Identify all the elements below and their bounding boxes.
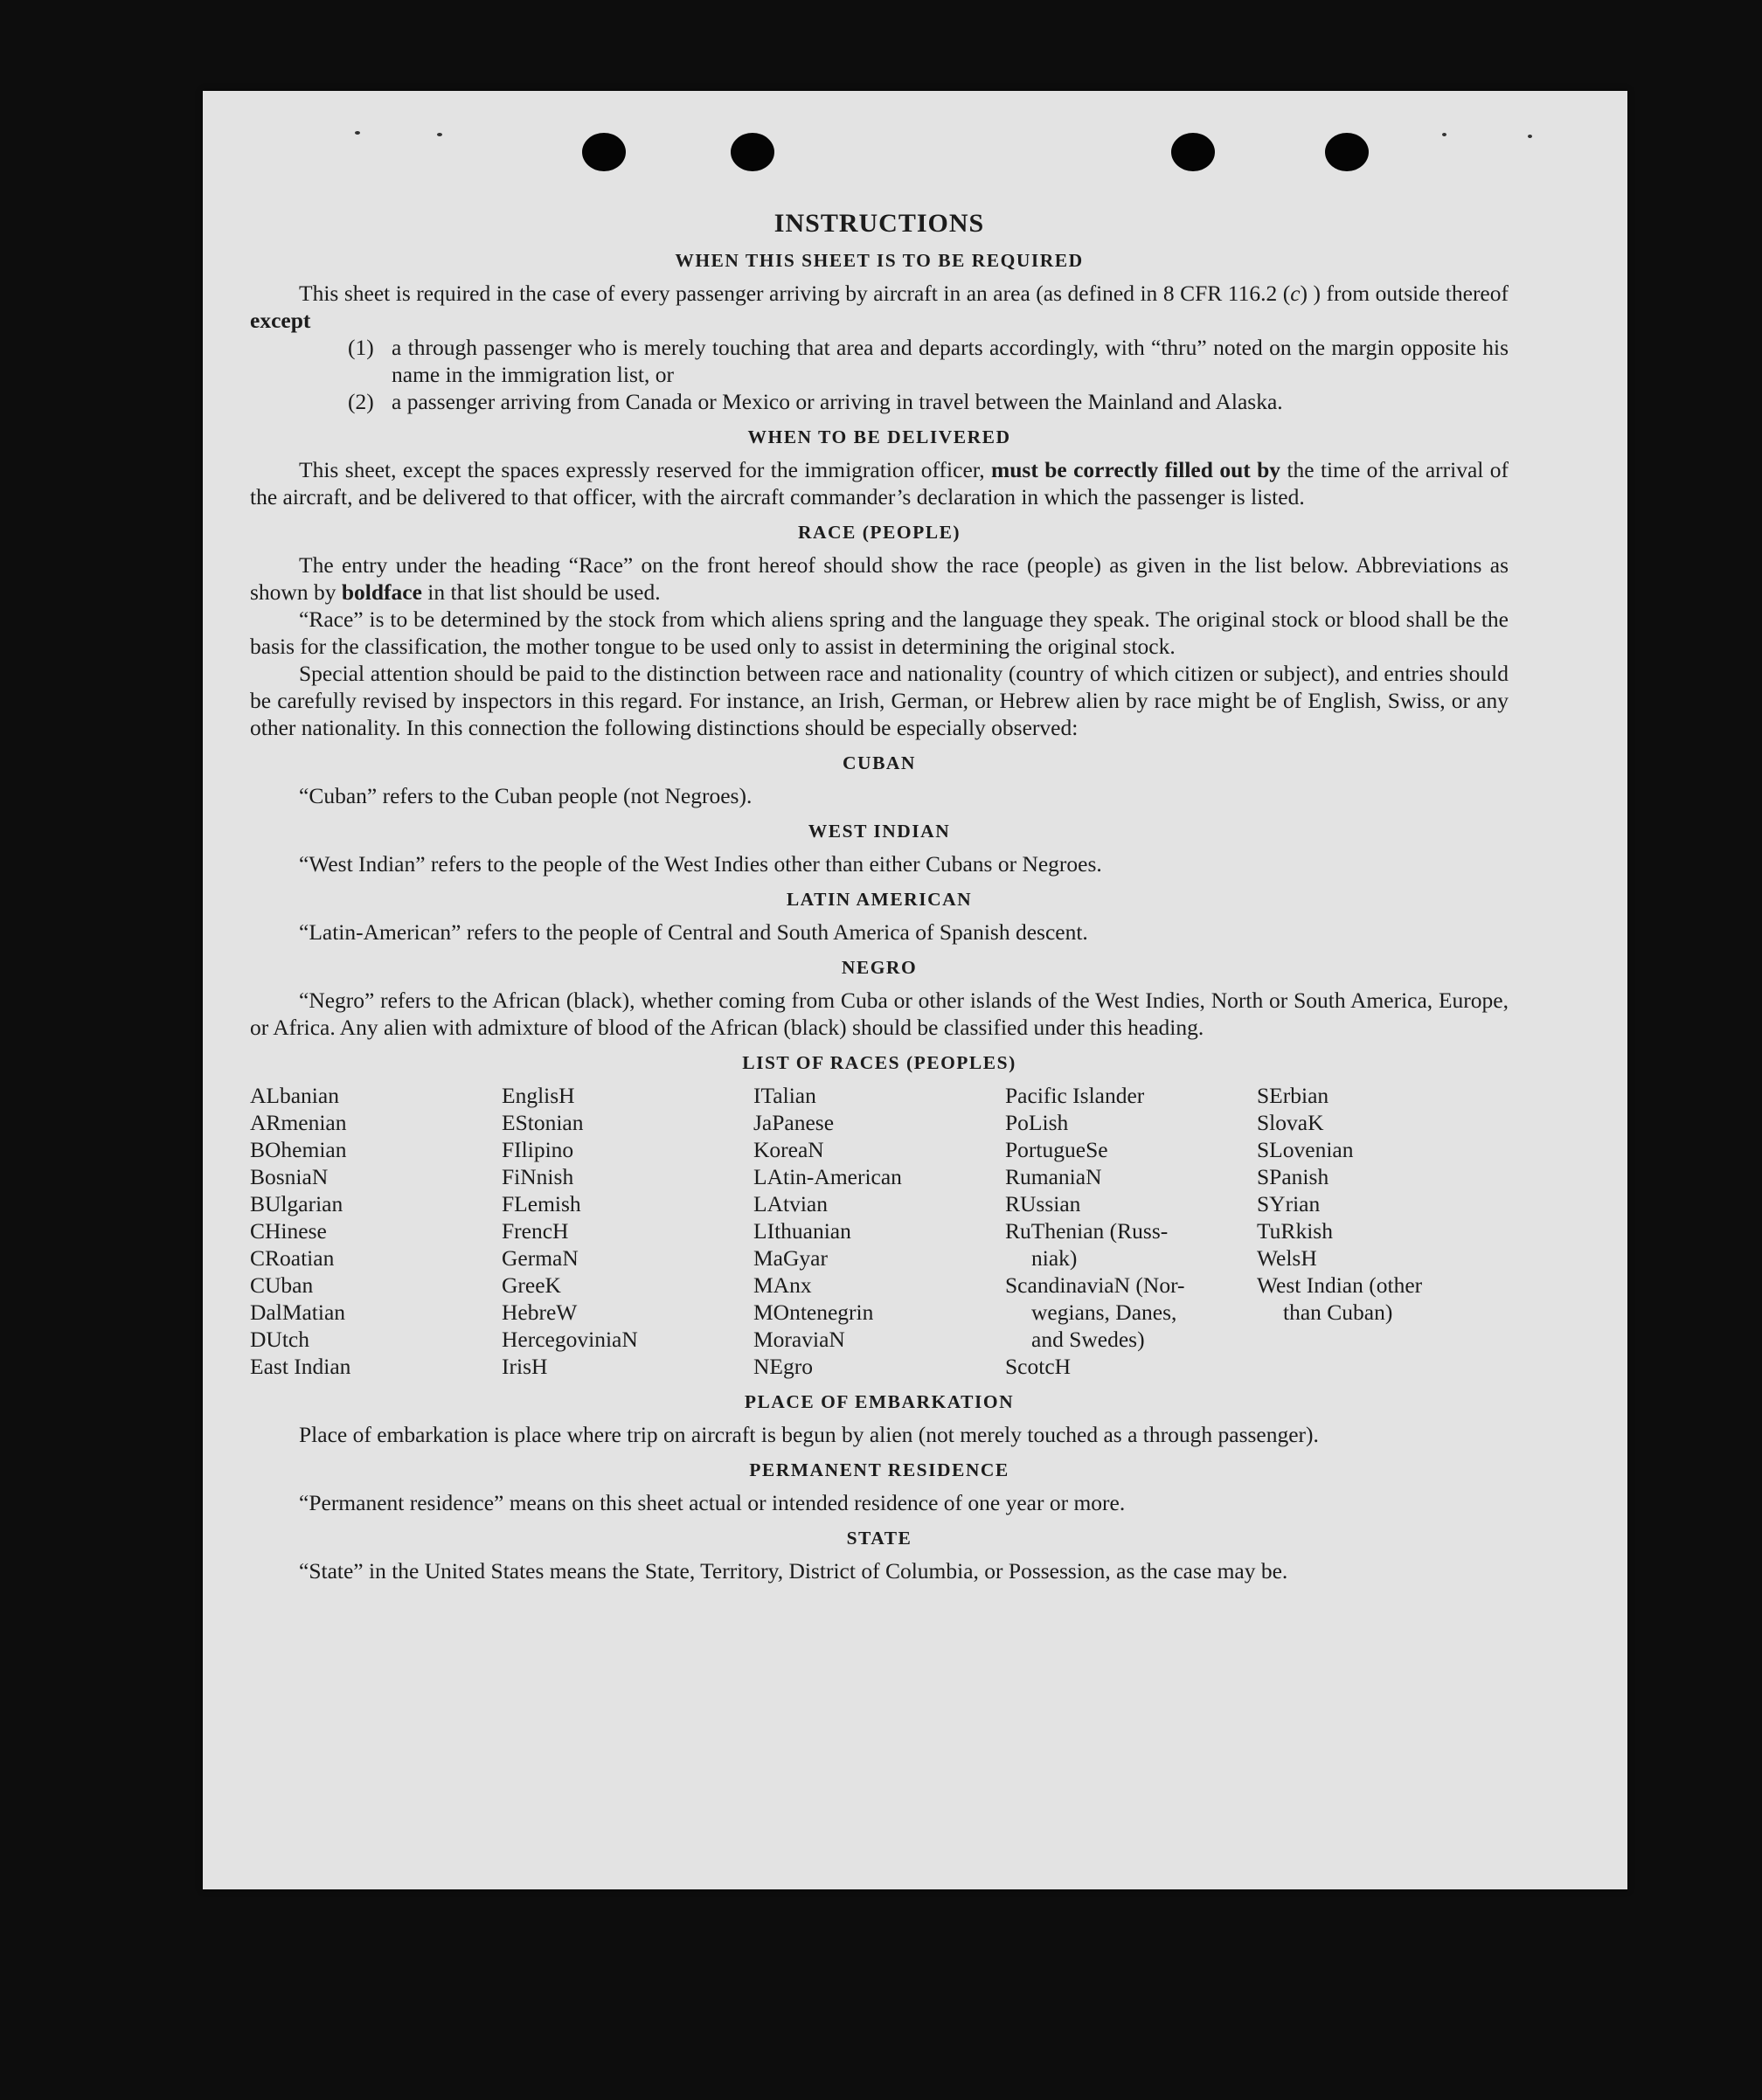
- races-column: [753, 1082, 1005, 1380]
- race-paragraph-2: “Race” is to be determined by the stock from which aliens spring and the language they speak. The original stock or blood shall be the basis for the classification, the mother tongue to be used only to assist in determining the original stock.: [250, 606, 1509, 659]
- embarkation-paragraph: Place of embarkation is place where trip on aircraft is begun by alien (not merely touched as a through passenger).: [299, 1422, 1319, 1447]
- list-item-number: (2): [348, 389, 374, 414]
- race-entry: ScandinaviaN (Nor-: [1005, 1272, 1185, 1298]
- race-entry: CRoatian: [250, 1245, 335, 1271]
- section-heading-delivered: WHEN TO BE DELIVERED: [747, 426, 1011, 447]
- race-p1-bold: boldface: [341, 579, 422, 605]
- required-intro-text-2: ) ) from outside thereof: [1300, 281, 1509, 306]
- race-entry: JaPanese: [753, 1110, 835, 1135]
- races-column: [1257, 1082, 1509, 1380]
- race-entry: niak): [1031, 1245, 1078, 1271]
- race-entry: WelsH: [1257, 1245, 1317, 1271]
- race-entry: DUtch: [250, 1327, 309, 1352]
- race-entry: ALbanian: [250, 1083, 339, 1108]
- race-p1-text-2: in that list should be used.: [421, 579, 661, 605]
- section-heading-race: RACE (PEOPLE): [797, 522, 961, 543]
- document-page: [203, 91, 1627, 1889]
- speck: [355, 131, 360, 135]
- section-heading-embarkation: PLACE OF EMBARKATION: [744, 1391, 1015, 1412]
- race-entry: SYrian: [1257, 1191, 1321, 1216]
- race-entry: SPanish: [1257, 1164, 1329, 1189]
- races-column: [1005, 1082, 1257, 1380]
- race-entry: CHinese: [250, 1218, 327, 1244]
- race-entry: PortugueSe: [1005, 1137, 1108, 1162]
- race-entry: LAtin-American: [753, 1164, 902, 1189]
- race-entry: Pacific Islander: [1005, 1083, 1145, 1108]
- race-entry: HercegoviniaN: [502, 1327, 638, 1352]
- required-intro: [250, 280, 1509, 334]
- instructions-content: [250, 210, 1509, 1584]
- delivered-text-2: the time of the arrival of the aircraft, and be delivered to that officer, with the aircraft commander’s declaration in which the passenger is listed.: [250, 457, 1509, 509]
- negro-paragraph: “Negro” refers to the African (black), whether coming from Cuba or other islands of the West Indies, North or South America, Europe, or Africa. Any alien with admixture of blood of the African (black) should be classified under this heading.: [250, 988, 1509, 1040]
- delivered-text-bold: must be correctly filled out by: [991, 457, 1281, 482]
- delivered-text: This sheet, except the spaces expressly reserved for the immigration officer,: [299, 457, 991, 482]
- race-entry: FiNnish: [502, 1164, 574, 1189]
- race-entry: LAtvian: [753, 1191, 828, 1216]
- race-entry: ScotcH: [1005, 1354, 1072, 1379]
- speck: [437, 133, 442, 136]
- race-entry: DalMatian: [250, 1300, 346, 1325]
- state-paragraph: “State” in the United States means the State, Territory, District of Columbia, or Possession, as the case may be.: [299, 1558, 1288, 1584]
- race-entry: FrencH: [502, 1218, 569, 1244]
- race-entry: ITalian: [753, 1083, 816, 1108]
- required-intro-italic: c: [1290, 281, 1301, 306]
- punch-hole: [1171, 133, 1215, 171]
- race-entry: than Cuban): [1283, 1300, 1393, 1325]
- race-entry: ARmenian: [250, 1110, 347, 1135]
- section-heading-west-indian: WEST INDIAN: [808, 821, 951, 842]
- races-list: [250, 1082, 1509, 1380]
- race-entry: PoLish: [1005, 1110, 1069, 1135]
- race-entry: GreeK: [502, 1272, 561, 1298]
- race-entry: MaGyar: [753, 1245, 828, 1271]
- race-entry: HebreW: [502, 1300, 578, 1325]
- races-column: [502, 1082, 753, 1380]
- race-entry: SLovenian: [1257, 1137, 1354, 1162]
- race-entry: BOhemian: [250, 1137, 347, 1162]
- races-column: [250, 1082, 502, 1380]
- race-entry: wegians, Danes,: [1031, 1300, 1177, 1325]
- cuban-paragraph: “Cuban” refers to the Cuban people (not Negroes).: [299, 783, 753, 808]
- residence-paragraph: “Permanent residence” means on this sheet actual or intended residence of one year or more.: [299, 1490, 1126, 1515]
- west-indian-paragraph: “West Indian” refers to the people of the West Indies other than either Cubans or Negroes.: [299, 851, 1102, 877]
- list-item: [348, 388, 1509, 415]
- latin-american-paragraph: “Latin-American” refers to the people of Central and South America of Spanish descent.: [299, 919, 1088, 945]
- race-entry: FIlipino: [502, 1137, 574, 1162]
- page-title: INSTRUCTIONS: [773, 209, 985, 238]
- punch-hole: [731, 133, 774, 171]
- list-item: [348, 334, 1509, 388]
- section-heading-residence: PERMANENT RESIDENCE: [749, 1459, 1009, 1480]
- speck: [1442, 133, 1446, 136]
- section-heading-required: WHEN THIS SHEET IS TO BE REQUIRED: [675, 250, 1084, 271]
- punch-hole: [582, 133, 626, 171]
- race-paragraph-1: [250, 551, 1509, 606]
- race-entry: GermaN: [502, 1245, 579, 1271]
- race-entry: MAnx: [753, 1272, 812, 1298]
- race-entry: LIthuanian: [753, 1218, 851, 1244]
- race-entry: RUssian: [1005, 1191, 1081, 1216]
- race-p1-text: The entry under the heading “Race” on the front hereof should show the race (people) as given in the list below. Abbreviations as shown by: [250, 552, 1509, 605]
- required-intro-text: This sheet is required in the case of every passenger arriving by aircraft in an area (as defined in 8 CFR 116.2 (: [299, 281, 1291, 306]
- section-heading-state: STATE: [846, 1528, 912, 1549]
- race-entry: and Swedes): [1031, 1327, 1145, 1352]
- section-heading-latin-american: LATIN AMERICAN: [786, 889, 973, 910]
- section-heading-list-of-races: LIST OF RACES (PEOPLES): [742, 1052, 1016, 1073]
- race-entry: RumaniaN: [1005, 1164, 1102, 1189]
- race-entry: SErbian: [1257, 1083, 1329, 1108]
- race-entry: EStonian: [502, 1110, 584, 1135]
- race-entry: FLemish: [502, 1191, 581, 1216]
- delivered-paragraph: [250, 456, 1509, 510]
- section-heading-cuban: CUBAN: [843, 752, 916, 773]
- race-entry: KoreaN: [753, 1137, 824, 1162]
- list-item-number: (1): [348, 335, 374, 360]
- race-entry: IrisH: [502, 1354, 548, 1379]
- race-entry: NEgro: [753, 1354, 813, 1379]
- required-intro-except: except: [250, 308, 311, 333]
- race-entry: BosniaN: [250, 1164, 329, 1189]
- race-entry: East Indian: [250, 1354, 351, 1379]
- punch-hole: [1325, 133, 1369, 171]
- race-entry: EnglisH: [502, 1083, 575, 1108]
- race-entry: RuThenian (Russ-: [1005, 1218, 1169, 1244]
- list-item-text: a through passenger who is merely touching that area and departs accordingly, with “thru” noted on the margin opposite his name in the immigration list, or: [392, 335, 1509, 387]
- race-entry: CUban: [250, 1272, 314, 1298]
- race-entry: MoraviaN: [753, 1327, 845, 1352]
- race-entry: TuRkish: [1257, 1218, 1333, 1244]
- speck: [1528, 135, 1532, 138]
- list-item-text: a passenger arriving from Canada or Mexico or arriving in travel between the Mainland and Alaska.: [392, 389, 1283, 414]
- race-entry: MOntenegrin: [753, 1300, 874, 1325]
- race-paragraph-3: Special attention should be paid to the distinction between race and nationality (country of which citizen or subject), and entries should be carefully revised by inspectors in this regard. For instance, an Irish, German, or Hebrew alien by race might be of English, Swiss, or any other nationality. In this connection the following distinctions should be especially observed:: [250, 661, 1509, 740]
- section-heading-negro: NEGRO: [841, 957, 918, 978]
- race-entry: BUlgarian: [250, 1191, 343, 1216]
- race-entry: SlovaK: [1257, 1110, 1324, 1135]
- race-entry: West Indian (other: [1257, 1272, 1423, 1298]
